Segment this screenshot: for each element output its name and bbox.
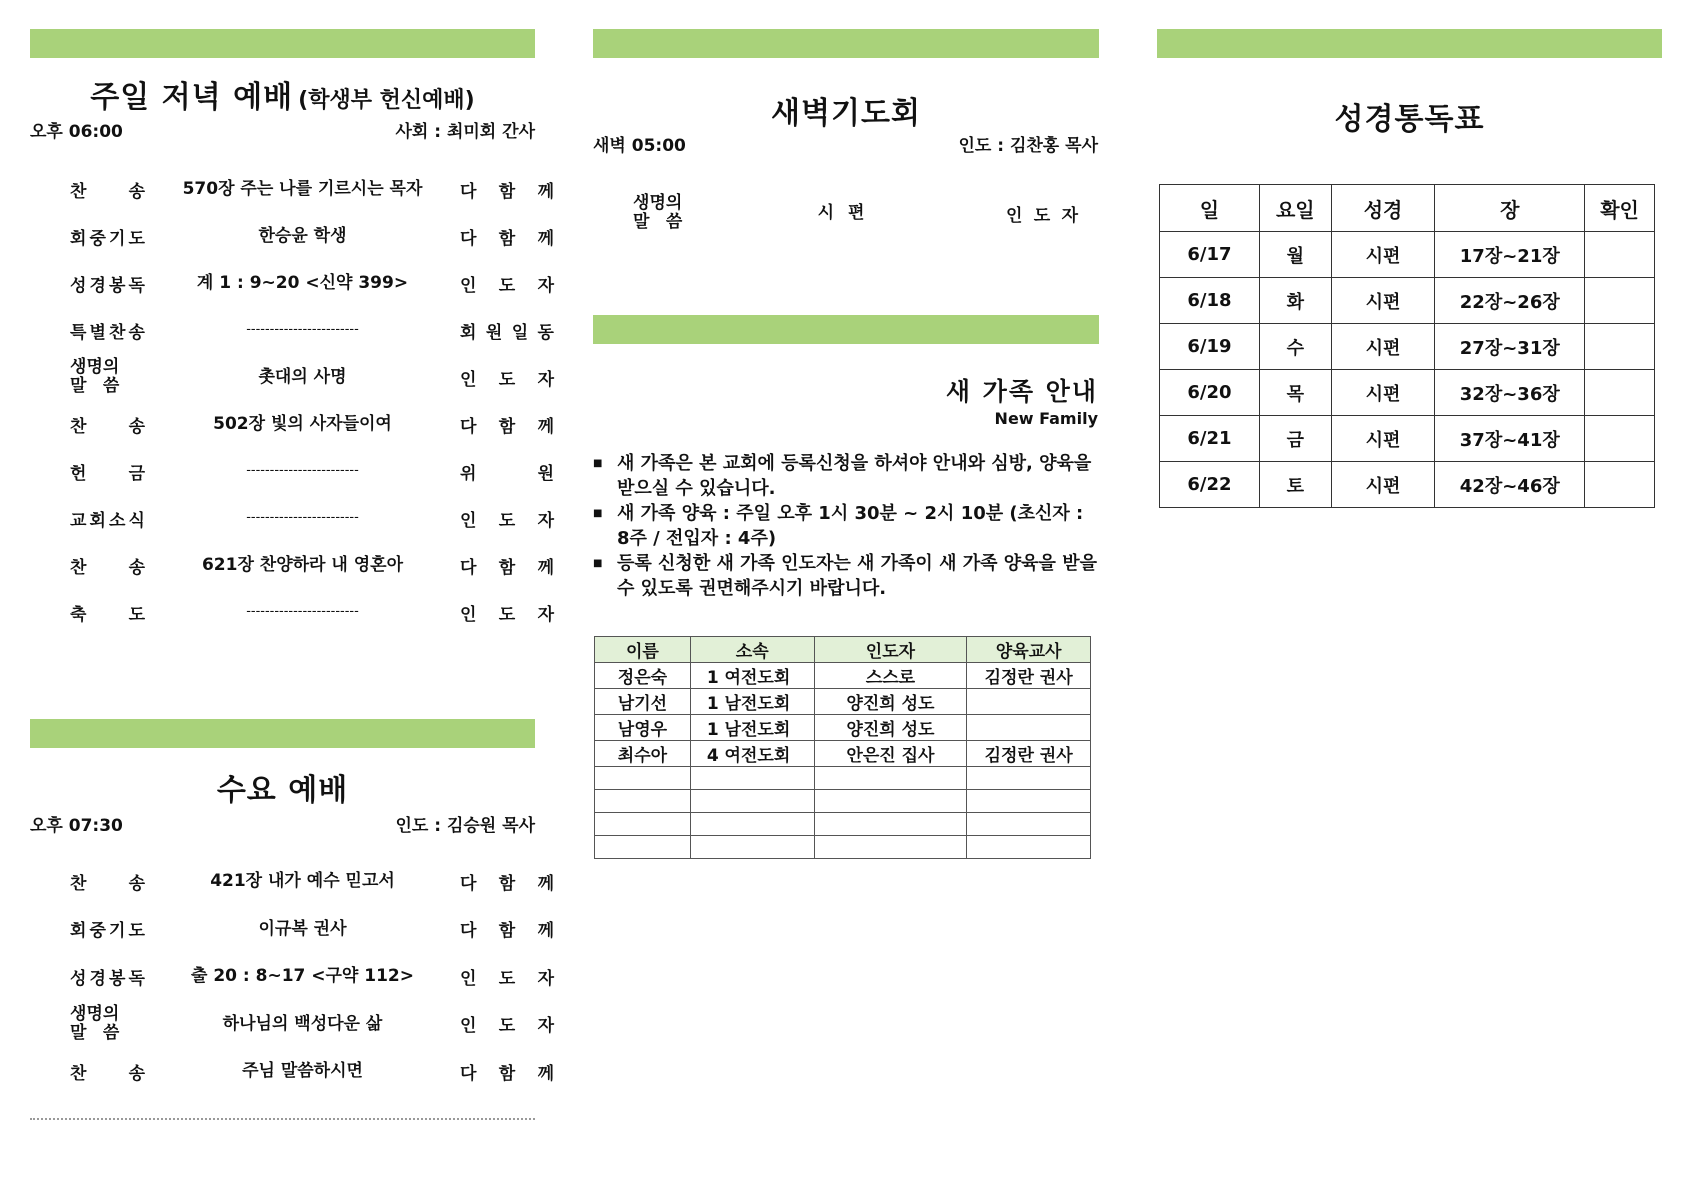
table-cell: 6/20 — [1160, 370, 1260, 416]
column-header: 소속 — [690, 637, 814, 663]
table-cell: 6/21 — [1160, 416, 1260, 462]
column-header: 인도자 — [814, 637, 967, 663]
table-cell — [595, 790, 691, 813]
table-cell: 1 남전도회 — [690, 689, 814, 715]
column-header: 장 — [1435, 185, 1585, 232]
table-row — [595, 790, 1091, 813]
table-cell — [690, 767, 814, 790]
table-cell: 토 — [1259, 462, 1331, 508]
order-leader: 다 함 께 — [460, 416, 554, 437]
table-cell: 42장~46장 — [1435, 462, 1585, 508]
sunday-order-row — [30, 310, 554, 350]
dawn-time: 새벽 05:00 — [593, 136, 686, 156]
order-label: 축 도 — [70, 604, 145, 625]
sunday-order-row — [30, 404, 554, 444]
table-cell: 최수아 — [595, 741, 691, 767]
table-cell: 목 — [1259, 370, 1331, 416]
order-label: 성 경 봉 독 — [70, 968, 145, 989]
column-header: 이름 — [595, 637, 691, 663]
table-cell — [967, 767, 1091, 790]
order-leader: 인 도 자 — [1006, 205, 1078, 226]
order-content: 421장 내가 예수 믿고서 — [210, 871, 395, 891]
table-cell: 22장~26장 — [1435, 278, 1585, 324]
check-cell[interactable] — [1585, 278, 1655, 324]
table-cell — [967, 790, 1091, 813]
wednesday-order-row — [30, 861, 554, 901]
bible-plan-table — [1159, 184, 1655, 508]
table-row — [595, 836, 1091, 859]
order-label: 찬 송 — [70, 416, 145, 437]
order-leader: 인 도 자 — [460, 510, 554, 531]
table-cell: 스스로 — [814, 663, 967, 689]
table-cell: 6/18 — [1160, 278, 1260, 324]
wednesday-title: 수요 예배 — [216, 773, 349, 808]
table-cell: 화 — [1259, 278, 1331, 324]
order-content: ------------------------ — [246, 604, 359, 619]
section-bar-bible-plan — [1157, 29, 1662, 58]
new-family-table — [594, 636, 1091, 859]
column-header: 확인 — [1585, 185, 1655, 232]
order-content: 출 20 : 8~17 <구약 112> — [190, 966, 415, 986]
order-content: 계 1 : 9~20 <신약 399> — [196, 273, 409, 293]
table-cell: 김정란 권사 — [967, 741, 1091, 767]
order-label: 생 명 의 말 씀 — [633, 193, 683, 232]
table-row — [595, 741, 1091, 767]
order-leader: 인 도 자 — [460, 275, 554, 296]
table-cell: 37장~41장 — [1435, 416, 1585, 462]
dotted-divider — [30, 1118, 535, 1120]
wednesday-order-row — [30, 956, 554, 996]
order-label: 찬 송 — [70, 557, 145, 578]
order-leader: 인 도 자 — [460, 968, 554, 989]
table-cell: 6/17 — [1160, 232, 1260, 278]
order-leader: 위 원 — [460, 463, 554, 484]
table-cell — [690, 790, 814, 813]
table-cell: 6/19 — [1160, 324, 1260, 370]
section-bar-wednesday — [30, 719, 535, 748]
order-label: 찬 송 — [70, 1063, 145, 1084]
order-label: 찬 송 — [70, 873, 145, 894]
table-cell — [967, 813, 1091, 836]
table-cell — [814, 790, 967, 813]
bible-plan-table-wrap — [1159, 184, 1655, 508]
notice-item: ■ 새 가족 양육 : 주일 오후 1시 30분 ~ 2시 10분 (초신자 : 8주 / 전입자 : 4주) — [593, 501, 1099, 551]
order-label: 찬 송 — [70, 181, 145, 202]
order-leader: 인 도 자 — [460, 369, 554, 390]
sunday-title: 주일 저녁 예배 — [90, 80, 294, 115]
table-cell: 금 — [1259, 416, 1331, 462]
column-header: 일 — [1160, 185, 1260, 232]
order-content: ------------------------ — [246, 510, 359, 525]
order-leader: 회 원 일 동 — [460, 322, 554, 343]
sunday-order-row — [30, 169, 554, 209]
sunday-order-row — [30, 216, 554, 256]
wednesday-leader: 인도 : 김승원 목사 — [395, 816, 535, 836]
table-cell — [967, 715, 1091, 741]
order-label: 생 명 의 말 씀 — [70, 1003, 120, 1043]
wednesday-time: 오후 07:30 — [30, 816, 123, 836]
order-label: 교 회 소 식 — [70, 510, 145, 531]
table-cell: 시편 — [1331, 370, 1435, 416]
table-cell — [595, 813, 691, 836]
table-cell — [814, 813, 967, 836]
table-cell: 32장~36장 — [1435, 370, 1585, 416]
order-content: ------------------------ — [246, 463, 359, 478]
section-bar-new-family — [593, 315, 1099, 344]
check-cell[interactable] — [1585, 232, 1655, 278]
new-family-notices — [593, 451, 1099, 601]
table-cell: 4 여전도회 — [690, 741, 814, 767]
table-row — [1160, 370, 1655, 416]
sunday-leader: 사회 : 최미회 간사 — [395, 122, 535, 142]
sunday-order-row — [30, 451, 554, 491]
dawn-order-row — [593, 193, 1099, 233]
table-row — [1160, 232, 1655, 278]
section-bar-dawn — [593, 29, 1099, 58]
table-cell — [814, 767, 967, 790]
table-cell: 시편 — [1331, 232, 1435, 278]
sunday-order-row — [30, 592, 554, 632]
sunday-subtitle: (학생부 헌신예배) — [298, 88, 475, 113]
order-label: 헌 금 — [70, 463, 145, 484]
table-cell: 남기선 — [595, 689, 691, 715]
order-leader: 다 함 께 — [460, 1063, 554, 1084]
order-leader: 다 함 께 — [460, 921, 554, 941]
order-content: 한승윤 학생 — [258, 226, 347, 246]
table-cell — [595, 767, 691, 790]
table-cell: 1 남전도회 — [690, 715, 814, 741]
table-cell — [814, 836, 967, 859]
bible-plan-title: 성경통독표 — [1334, 102, 1485, 137]
sunday-time: 오후 06:00 — [30, 122, 123, 142]
table-cell — [690, 836, 814, 859]
order-content: 이규복 권사 — [258, 918, 347, 939]
sunday-order-row — [30, 545, 554, 585]
check-cell[interactable] — [1585, 324, 1655, 370]
notice-item: ■ 새 가족은 본 교회에 등록신청을 하셔야 안내와 심방, 양육을 받으실 수 있습니다. — [593, 451, 1099, 501]
table-cell — [690, 813, 814, 836]
table-row — [1160, 278, 1655, 324]
order-label: 회 중 기 도 — [70, 921, 145, 941]
order-label: 특 별 찬 송 — [70, 322, 145, 343]
sunday-title-block — [30, 72, 535, 116]
column-header: 양육교사 — [967, 637, 1091, 663]
table-row — [595, 813, 1091, 836]
table-cell: 시편 — [1331, 324, 1435, 370]
order-content: 570장 주는 나를 기르시는 목자 — [182, 179, 423, 199]
order-leader: 다 함 께 — [460, 181, 554, 202]
check-cell[interactable] — [1585, 462, 1655, 508]
column-header: 성경 — [1331, 185, 1435, 232]
table-row — [1160, 462, 1655, 508]
order-label: 성 경 봉 독 — [70, 275, 145, 296]
section-bar-sunday — [30, 29, 535, 58]
order-content: 주님 말씀하시면 — [242, 1061, 363, 1081]
new-family-title: 새 가족 안내 — [945, 377, 1098, 406]
order-leader: 다 함 께 — [460, 228, 554, 249]
wednesday-order-row — [30, 1051, 554, 1091]
table-cell: 시편 — [1331, 462, 1435, 508]
table-cell: 시편 — [1331, 278, 1435, 324]
check-cell[interactable] — [1585, 370, 1655, 416]
table-row — [595, 663, 1091, 689]
table-cell: 안은진 집사 — [814, 741, 967, 767]
wednesday-order-row — [30, 1003, 554, 1044]
table-cell: 남영우 — [595, 715, 691, 741]
table-cell — [967, 689, 1091, 715]
table-cell: 6/22 — [1160, 462, 1260, 508]
sunday-order-row — [30, 498, 554, 538]
table-cell: 수 — [1259, 324, 1331, 370]
dawn-title: 새벽기도회 — [771, 96, 921, 131]
order-content: 촛대의 사명 — [258, 367, 347, 387]
order-content: ------------------------ — [246, 322, 359, 337]
new-family-table-wrap — [594, 636, 1091, 859]
order-content: 시편 — [817, 203, 879, 223]
sunday-order-row — [30, 357, 554, 397]
dawn-leader: 인도 : 김찬홍 목사 — [958, 136, 1098, 156]
new-family-subtitle: New Family — [994, 409, 1098, 428]
table-cell — [967, 836, 1091, 859]
table-row — [1160, 416, 1655, 462]
table-cell: 양진희 성도 — [814, 715, 967, 741]
order-content: 502장 빛의 사자들이여 — [213, 414, 392, 434]
table-cell: 17장~21장 — [1435, 232, 1585, 278]
wednesday-order-row — [30, 909, 554, 949]
order-leader: 다 함 께 — [460, 557, 554, 578]
table-cell: 정은숙 — [595, 663, 691, 689]
table-cell: 김정란 권사 — [967, 663, 1091, 689]
table-cell: 1 여전도회 — [690, 663, 814, 689]
order-leader: 다 함 께 — [460, 873, 554, 894]
table-row — [595, 715, 1091, 741]
table-row — [595, 689, 1091, 715]
notice-item: ■ 등록 신청한 새 가족 인도자는 새 가족이 새 가족 양육을 받을 수 있도록 권면해주시기 바랍니다. — [593, 551, 1099, 601]
order-leader: 인 도 자 — [460, 604, 554, 625]
order-leader: 인 도 자 — [460, 1016, 554, 1036]
table-cell: 월 — [1259, 232, 1331, 278]
sunday-order-row — [30, 263, 554, 303]
table-cell: 27장~31장 — [1435, 324, 1585, 370]
table-cell — [595, 836, 691, 859]
order-label: 생 명 의 말 씀 — [70, 357, 120, 396]
order-label: 회 중 기 도 — [70, 228, 145, 249]
check-cell[interactable] — [1585, 416, 1655, 462]
table-row — [595, 767, 1091, 790]
table-row — [1160, 324, 1655, 370]
order-content: 하나님의 백성다운 삶 — [222, 1013, 383, 1034]
table-cell: 시편 — [1331, 416, 1435, 462]
table-cell: 양진희 성도 — [814, 689, 967, 715]
column-header: 요일 — [1259, 185, 1331, 232]
order-content: 621장 찬양하라 내 영혼아 — [201, 555, 404, 575]
